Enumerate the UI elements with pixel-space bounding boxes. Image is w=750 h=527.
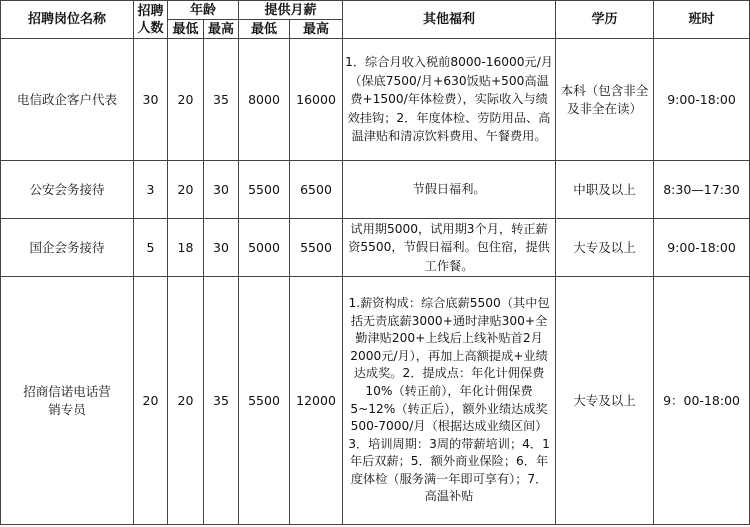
cell-benefits: 1．综合月收入税前8000-16000元/月（保底7500/月+630饭贴+500高温费+1500/年体检费），实际收入与绩效挂钩；2．年度体检、劳防用品、高温津贴和清凉饮料费用、午餐费用。 <box>343 39 556 161</box>
cell-shift: 9:00-18:00 <box>654 219 750 277</box>
cell-age-min: 20 <box>168 161 204 219</box>
cell-position: 电信政企客户代表 <box>1 39 134 161</box>
cell-age-max: 30 <box>204 219 239 277</box>
header-shift: 班时 <box>654 1 750 39</box>
header-position: 招聘岗位名称 <box>1 1 134 39</box>
cell-count: 30 <box>134 39 168 161</box>
cell-count: 3 <box>134 161 168 219</box>
header-age: 年龄 <box>168 1 239 20</box>
cell-age-min: 20 <box>168 39 204 161</box>
cell-benefits: 节假日福利。 <box>343 161 556 219</box>
header-salary-min: 最低 <box>239 20 290 39</box>
cell-education: 大专及以上 <box>556 277 654 525</box>
table-row <box>1 277 750 525</box>
cell-shift: 9:00-18:00 <box>654 39 750 161</box>
cell-shift: 9：00-18:00 <box>654 277 750 525</box>
header-age-max: 最高 <box>204 20 239 39</box>
cell-count: 5 <box>134 219 168 277</box>
cell-position: 国企会务接待 <box>1 219 134 277</box>
cell-age-max: 35 <box>204 277 239 525</box>
cell-position: 招商信诺电话营销专员 <box>1 277 134 525</box>
cell-age-min: 20 <box>168 277 204 525</box>
header-count: 招聘人数 <box>134 1 168 39</box>
table-row <box>1 39 750 161</box>
cell-shift: 8:30—17:30 <box>654 161 750 219</box>
cell-salary-min: 8000 <box>239 39 290 161</box>
cell-count: 20 <box>134 277 168 525</box>
cell-salary-min: 5500 <box>239 277 290 525</box>
cell-age-max: 35 <box>204 39 239 161</box>
cell-education: 中职及以上 <box>556 161 654 219</box>
header-education: 学历 <box>556 1 654 39</box>
cell-salary-max: 16000 <box>290 39 343 161</box>
header-salary-max: 最高 <box>290 20 343 39</box>
table-row <box>1 219 750 277</box>
cell-salary-max: 6500 <box>290 161 343 219</box>
cell-position: 公安会务接待 <box>1 161 134 219</box>
table-row <box>1 161 750 219</box>
cell-age-max: 30 <box>204 161 239 219</box>
header-benefits: 其他福利 <box>343 1 556 39</box>
cell-benefits: 试用期5000，试用期3个月，转正薪资5500，节假日福利。包住宿，提供工作餐。 <box>343 219 556 277</box>
header-salary: 提供月薪 <box>239 1 343 20</box>
header-age-min: 最低 <box>168 20 204 39</box>
cell-salary-max: 5500 <box>290 219 343 277</box>
cell-education: 大专及以上 <box>556 219 654 277</box>
header-row-top <box>1 1 750 20</box>
cell-education: 本科（包含非全及非全在读） <box>556 39 654 161</box>
cell-salary-max: 12000 <box>290 277 343 525</box>
cell-salary-min: 5000 <box>239 219 290 277</box>
cell-benefits: 1.薪资构成：综合底薪5500（其中包括无责底薪3000+通时津贴300+全勤津贴200+上线后上线补贴首2月2000元/月），再加上高额提成+业绩达成奖。2．提成点：年化计佣保费10%（转正前），年化计佣保费5~12%（转正后），额外业绩达成奖500-7000/月（根据达成业绩区间）3．培训周期：3周的带薪培训；4．1年后双薪；5．额外商业保险；6．年度体检（服务满一年即可享有）；7．高温补贴 <box>343 277 556 525</box>
cell-age-min: 18 <box>168 219 204 277</box>
cell-salary-min: 5500 <box>239 161 290 219</box>
